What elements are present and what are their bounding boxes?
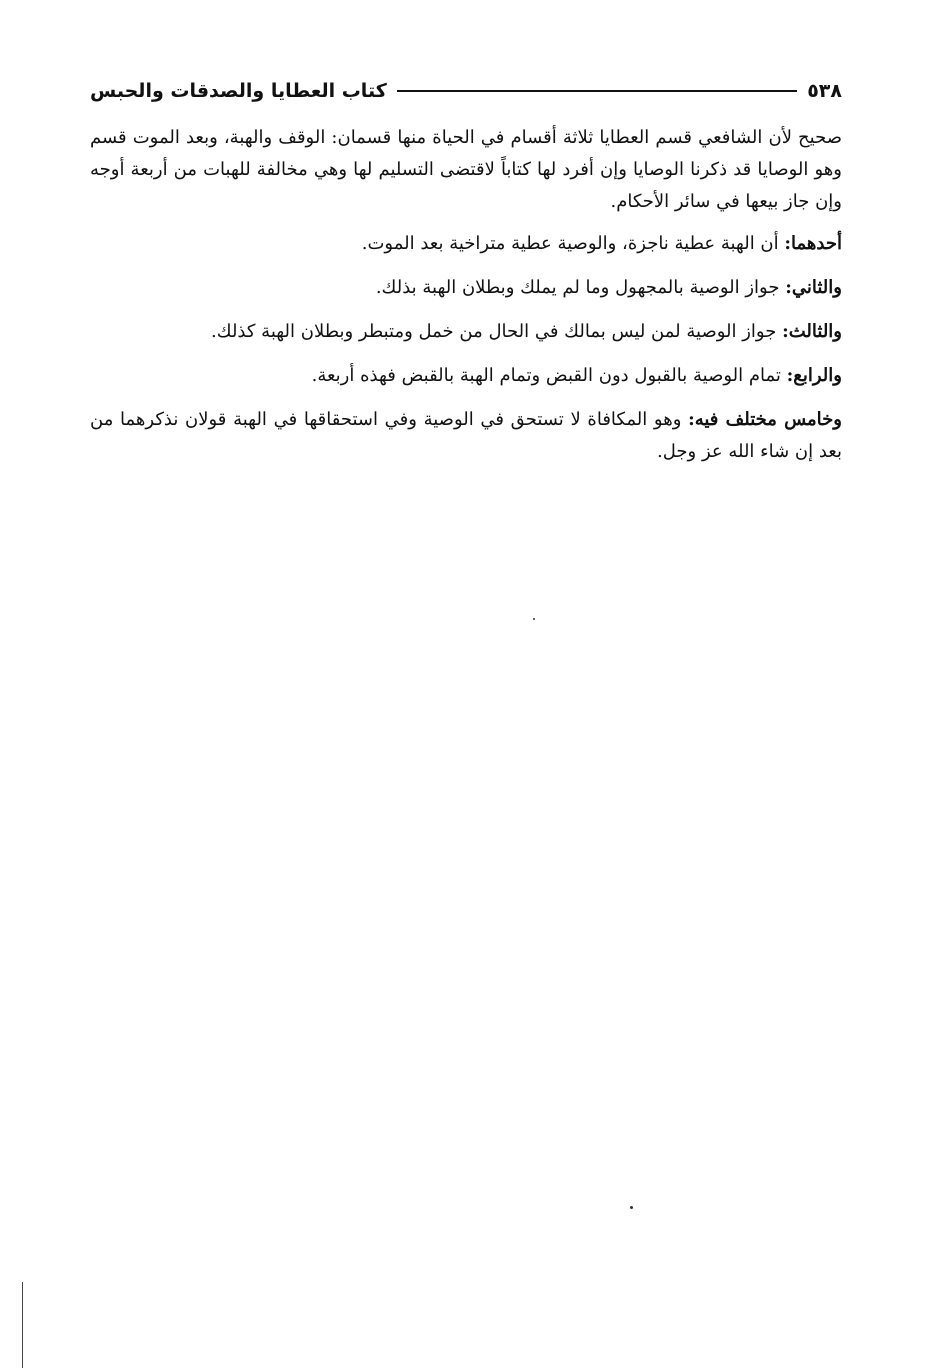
page-header <box>90 74 842 108</box>
point-paragraph-3 <box>90 316 842 348</box>
point-paragraph-5 <box>90 404 842 468</box>
point-label-4: والرابع: <box>786 365 842 386</box>
point-paragraph-1 <box>90 228 842 260</box>
point-text-3: جواز الوصية لمن ليس بمالك في الحال من خمل ومتبطر وبطلان الهبة كذلك. <box>211 321 777 342</box>
scan-speck <box>533 618 535 620</box>
header-rule <box>397 90 797 92</box>
point-text-4: تمام الوصية بالقبول دون القبض وتمام الهبة بالقبض فهذه أربعة. <box>311 365 781 386</box>
point-label-3: والثالث: <box>782 321 842 342</box>
point-text-1: أن الهبة عطية ناجزة، والوصية عطية متراخية بعد الموت. <box>361 233 779 254</box>
intro-paragraph: صحيح لأن الشافعي قسم العطايا ثلاثة أقسام في الحياة منها قسمان: الوقف والهبة، وبعد الموت قسم وهو الوصايا قد ذكرنا الوصايا وإن أفرد لها كتاباً لاقتضى التسليم لها وهي مخالفة للهبات من أربعة أوجه وإن جاز بيعها في سائر الأحكام. <box>90 127 842 212</box>
scan-margin-line <box>22 1282 23 1368</box>
point-paragraph-2 <box>90 272 842 304</box>
point-text-5: وهو المكافاة لا تستحق في الوصية وفي استحقاقها في الهبة قولان نذكرهما من بعد إن شاء الله عز وجل. <box>90 409 842 462</box>
page-number: ٥٣٨ <box>807 80 842 102</box>
book-title: كتاب العطايا والصدقات والحبس <box>90 80 387 102</box>
point-paragraph-4 <box>90 360 842 392</box>
point-label-1: أحدهما: <box>784 233 842 254</box>
page-body <box>90 122 842 480</box>
scan-speck <box>630 1206 633 1209</box>
point-label-2: والثاني: <box>785 277 842 298</box>
point-text-2: جواز الوصية بالمجهول وما لم يملك وبطلان الهبة بذلك. <box>375 277 780 298</box>
point-label-5: وخامس مختلف فيه: <box>688 409 842 430</box>
